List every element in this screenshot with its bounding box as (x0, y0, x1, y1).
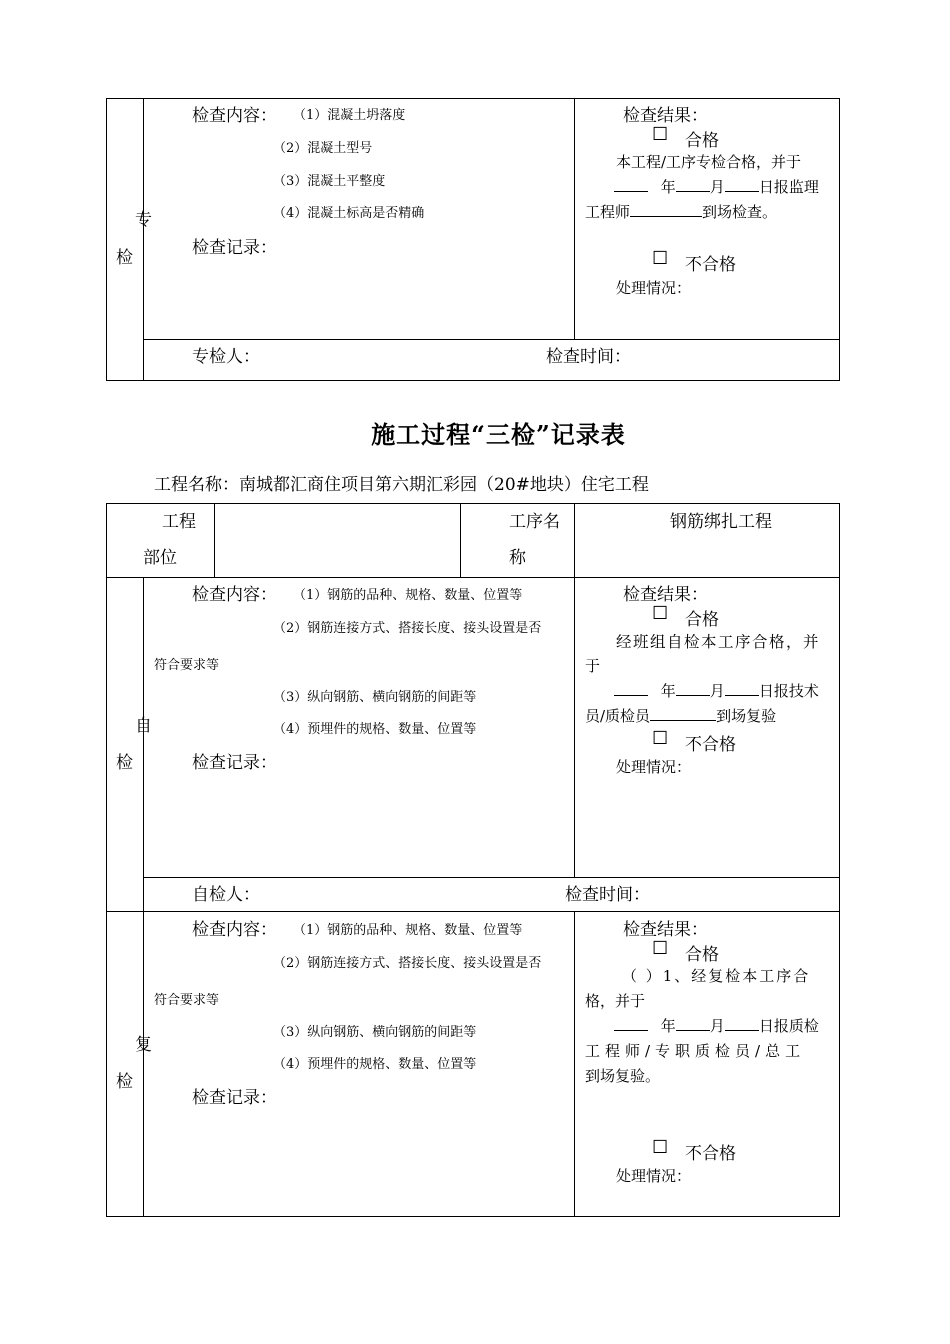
year-label: 年 (660, 1017, 676, 1035)
prev-content-label: 检查内容： (192, 106, 277, 126)
month-label: 月 (709, 682, 725, 700)
recheck-handle-label: 处理情况： (616, 1167, 692, 1185)
engineer-label: 工程师 (585, 203, 631, 221)
prev-time-label: 检查时间： (546, 347, 631, 367)
self-result-line1: 经班组自检本工序合格，并 (616, 633, 821, 651)
prev-side-char-2: 检 (116, 248, 133, 268)
self-side-divider (143, 577, 144, 912)
recheck-content-label: 检查内容： (192, 920, 277, 940)
self-time-label: 检查时间： (565, 885, 650, 905)
self-footer-divider (143, 877, 840, 878)
recheck-result-line5: 到场复验。 (585, 1067, 661, 1085)
day-blank (725, 1016, 759, 1031)
self-pass-label: 合格 (685, 610, 719, 630)
recheck-side-divider (143, 911, 144, 1217)
recheck-item-2: （2）钢筋连接方式、搭接长度、接头设置是否 (273, 956, 542, 971)
recheck-side-char-2: 检 (116, 1072, 133, 1092)
prev-fail-label: 不合格 (685, 255, 736, 275)
recheck-date-line (614, 1015, 819, 1036)
recheck-fail-checkbox[interactable]: ☐ (652, 1137, 669, 1158)
prev-side-char-1: 专 (135, 210, 152, 230)
header-div-1 (214, 503, 215, 578)
prev-inspector-label: 专检人： (192, 347, 260, 367)
self-pass-checkbox[interactable]: ☐ (652, 603, 669, 624)
prev-result-divider (574, 98, 575, 339)
self-record-label: 检查记录： (192, 753, 277, 773)
prev-item-4: （4）混凝土标高是否精确 (273, 206, 425, 221)
engineer-blank (630, 202, 702, 217)
project-name: 工程名称：南城都汇商住项目第六期汇彩园（20#地块）住宅工程 (154, 475, 649, 495)
recheck-item-1: （1）钢筋的品种、规格、数量、位置等 (293, 923, 523, 938)
month-blank (676, 681, 710, 696)
year-blank (614, 177, 648, 192)
self-date-line (614, 680, 819, 701)
prev-pass-checkbox[interactable]: ☐ (652, 124, 669, 145)
recheck-result-line1: （ ）1、经复检本工序合 (622, 967, 811, 985)
recheck-pass-checkbox[interactable]: ☐ (652, 938, 669, 959)
month-label: 月 (709, 178, 725, 196)
self-item-4: （4）预埋件的规格、数量、位置等 (273, 722, 477, 737)
self-result-line2: 于 (585, 657, 601, 675)
recheck-pass-label: 合格 (685, 945, 719, 965)
self-result-divider (574, 577, 575, 877)
qc-label: 员/质检员 (585, 707, 651, 725)
self-fail-label: 不合格 (685, 735, 736, 755)
recheck-result-line2: 格，并于 (585, 992, 646, 1010)
year-blank (614, 681, 648, 696)
day-label: 日报监理 (758, 178, 819, 196)
header-div-2 (460, 503, 461, 578)
self-fail-checkbox[interactable]: ☐ (652, 728, 669, 749)
self-item-3: （3）纵向钢筋、横向钢筋的间距等 (273, 690, 477, 705)
self-inspector-label: 自检人： (192, 885, 260, 905)
month-label: 月 (709, 1017, 725, 1035)
recheck-fail-label: 不合格 (685, 1144, 736, 1164)
part-label-1: 工程 (162, 512, 196, 532)
self-item-1: （1）钢筋的品种、规格、数量、位置等 (293, 588, 523, 603)
self-item-2-cont: 符合要求等 (154, 658, 220, 673)
month-blank (676, 1016, 710, 1031)
self-result-label: 检查结果： (623, 585, 708, 605)
prev-pass-label: 合格 (685, 131, 719, 151)
prev-item-3: （3）混凝土平整度 (273, 174, 386, 189)
year-blank (614, 1016, 648, 1031)
recheck-result-label: 检查结果： (623, 920, 708, 940)
self-handle-label: 处理情况： (616, 758, 692, 776)
recheck-item-4: （4）预埋件的规格、数量、位置等 (273, 1057, 477, 1072)
proc-label-2: 称 (509, 548, 526, 568)
prev-item-2: （2）混凝土型号 (273, 141, 373, 156)
recheck-item-2-cont: 符合要求等 (154, 993, 220, 1008)
arrive-label: 到场复验 (716, 707, 777, 725)
recheck-result-line4: 工程师/专职质检员/总工 (585, 1042, 806, 1060)
recheck-item-3: （3）纵向钢筋、横向钢筋的间距等 (273, 1025, 477, 1040)
month-blank (676, 177, 710, 192)
prev-footer-divider (143, 339, 840, 340)
year-label: 年 (660, 682, 676, 700)
self-content-label: 检查内容： (192, 585, 277, 605)
day-blank (725, 177, 759, 192)
prev-record-label: 检查记录： (192, 238, 277, 258)
prev-item-1: （1）混凝土坍落度 (293, 108, 406, 123)
day-label: 日报技术 (758, 682, 819, 700)
proc-value: 钢筋绑扎工程 (670, 512, 772, 532)
prev-result-label: 检查结果： (623, 106, 708, 126)
page-title: 施工过程“三检”记录表 (371, 420, 626, 449)
part-label-2: 部位 (143, 548, 177, 568)
qc-blank (650, 706, 716, 721)
self-side-char-2: 检 (116, 753, 133, 773)
self-result-line4 (585, 705, 776, 726)
day-blank (725, 681, 759, 696)
prev-date-line (614, 176, 819, 197)
day-label: 日报质检 (758, 1017, 819, 1035)
arrive-label: 到场检查。 (702, 203, 778, 221)
self-item-2: （2）钢筋连接方式、搭接长度、接头设置是否 (273, 621, 542, 636)
prev-handle-label: 处理情况： (616, 279, 692, 297)
self-side-char-1: 自 (135, 716, 152, 736)
recheck-side-char-1: 复 (135, 1035, 152, 1055)
recheck-result-divider (574, 911, 575, 1217)
proc-label-1: 工序名 (509, 512, 560, 532)
year-label: 年 (660, 178, 676, 196)
prev-fail-checkbox[interactable]: ☐ (652, 248, 669, 269)
recheck-record-label: 检查记录： (192, 1088, 277, 1108)
prev-result-line1: 本工程/工序专检合格，并于 (616, 153, 802, 171)
prev-result-line3 (585, 201, 777, 222)
header-div-3 (574, 503, 575, 578)
part-value-input[interactable] (216, 505, 458, 576)
